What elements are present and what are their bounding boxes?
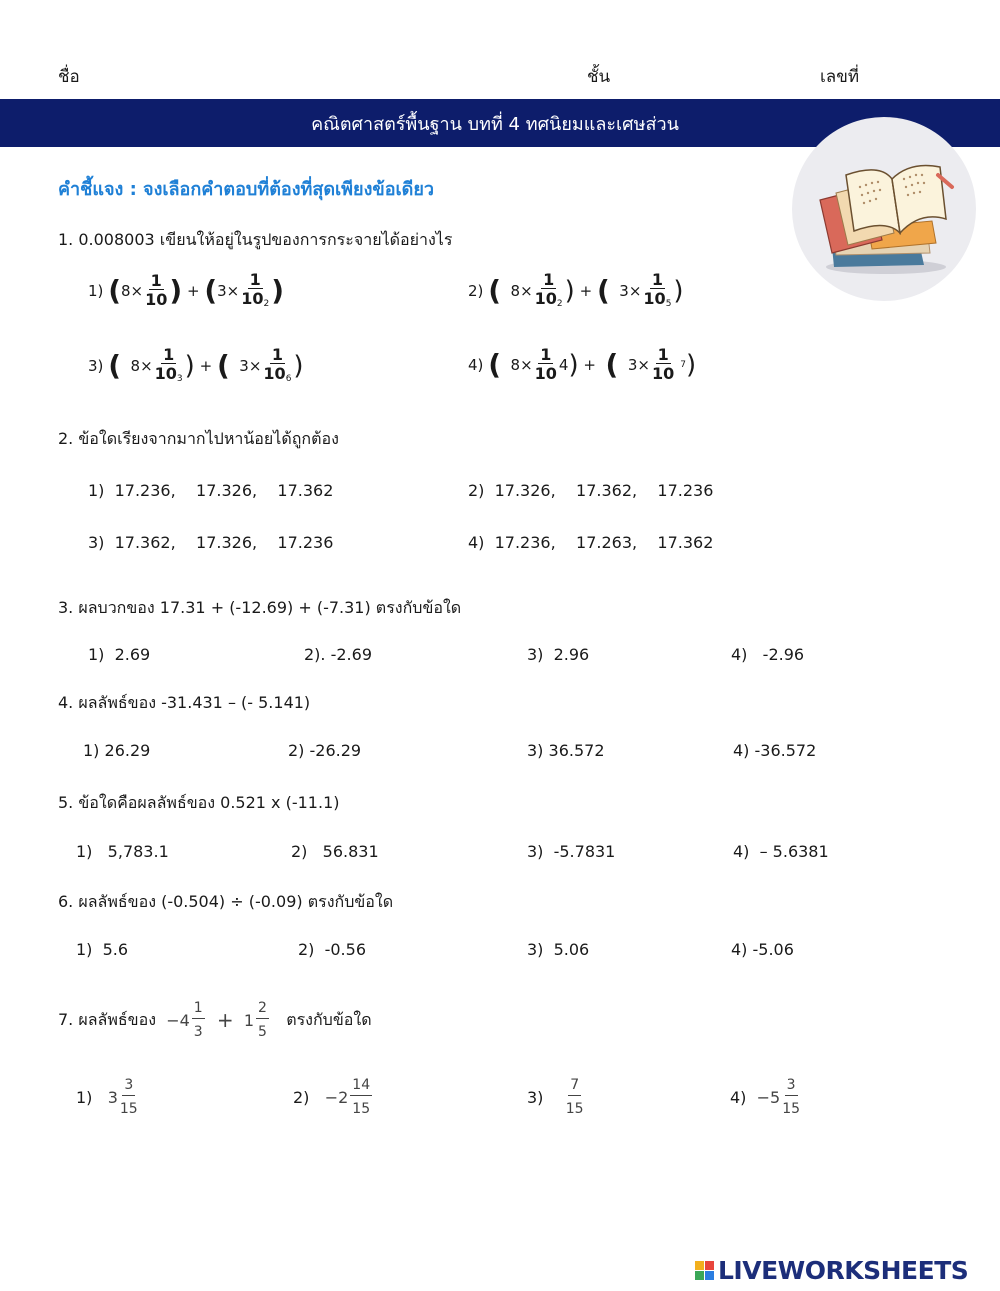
fraction [256, 1001, 269, 1039]
q4-option-2[interactable]: 2) -26.29 [288, 741, 362, 760]
instruction: คำชี้แจง : จงเลือกคำตอบที่ต้องที่สุดเพียงข้อเดียว [58, 179, 434, 200]
term-b: 3× [239, 356, 262, 375]
numerator: 1 [543, 270, 555, 289]
q1-option-4[interactable] [468, 347, 696, 382]
exponent: 2 [556, 299, 563, 309]
option-label: 2) [468, 281, 484, 300]
name-label: ชื่อ [58, 67, 80, 87]
numerator: 1 [150, 271, 162, 290]
q1-option-3[interactable] [88, 347, 304, 384]
q5-option-3[interactable]: 3) -5.7831 [527, 842, 616, 861]
exponent: 3 [176, 374, 183, 384]
numerator: 1 [651, 270, 663, 289]
mixed-number [108, 1078, 140, 1116]
fraction [782, 1078, 800, 1116]
books-illustration [790, 115, 978, 303]
q5-option-1[interactable]: 1) 5,783.1 [76, 842, 169, 861]
question-4: 4. ผลลัพธ์ของ -31.431 – (- 5.141) [58, 693, 311, 712]
liveworksheets-logo[interactable] [695, 1253, 968, 1287]
mixed-number [757, 1078, 802, 1116]
option-label: 4) [468, 355, 484, 374]
option-label: 2) [293, 1087, 310, 1107]
fraction [350, 1078, 372, 1116]
q7-option-1[interactable] [76, 1067, 140, 1127]
q4-option-1[interactable]: 1) 26.29 [83, 741, 151, 760]
den-base: 10 [154, 364, 177, 383]
denominator [241, 289, 269, 309]
denominator: 15 [782, 1101, 801, 1117]
denominator: 3 [193, 1024, 203, 1040]
q4-option-4[interactable]: 4) -36.572 [733, 741, 817, 760]
plus-sign: + [583, 355, 596, 374]
page-title: คณิตศาสตร์พื้นฐาน บทที่ 4 ทศนิยมและเศษส่วน [311, 113, 679, 135]
question-2: 2. ข้อใดเรียงจากมากไปหาน้อยได้ถูกต้อง [58, 429, 339, 448]
exponent: 5 [665, 299, 672, 309]
q6-option-2[interactable]: 2) -0.56 [298, 940, 366, 959]
logo-blocks-icon [695, 1261, 714, 1280]
fraction [145, 273, 167, 308]
plus-sign: + [199, 356, 213, 375]
numerator: 2 [256, 1001, 269, 1019]
q5-option-4[interactable]: 4) – 5.6381 [733, 842, 829, 861]
question-1: 1. 0.008003 เขียนให้อยู่ในรูปของการกระจายได้อย่างไร [58, 230, 453, 249]
paren-close: ) [686, 349, 697, 380]
term-a: 8× [510, 355, 533, 374]
mixed-number [325, 1078, 374, 1116]
whole-part: −2 [324, 1087, 349, 1107]
fraction [652, 347, 674, 382]
paren-close: ) [568, 349, 579, 380]
class-label: ชั้น [587, 67, 611, 87]
logo-block [695, 1261, 704, 1270]
option-label: 1) [76, 1087, 93, 1107]
q2-option-1[interactable]: 1) 17.236, 17.326, 17.362 [88, 481, 334, 500]
fraction [155, 347, 183, 384]
term-a: 8× [120, 281, 144, 300]
whole-part: 3 [107, 1087, 118, 1107]
numerator: 1 [271, 345, 283, 364]
q2-option-3[interactable]: 3) 17.362, 17.326, 17.236 [88, 533, 334, 552]
term-a: 8× [130, 356, 153, 375]
den-base: 10 [263, 364, 286, 383]
numerator: 1 [163, 345, 175, 364]
question-6: 6. ผลลัพธ์ของ (-0.504) ÷ (-0.09) ตรงกับข้อใด [58, 892, 394, 911]
denominator: 5 [258, 1024, 267, 1040]
paren-close: ) [169, 273, 183, 307]
logo-block [705, 1261, 714, 1270]
q7-option-3[interactable] [527, 1067, 586, 1127]
term-b: 3× [217, 281, 240, 300]
question-3: 3. ผลบวกของ 17.31 + (-12.69) + (-7.31) ตรงกับข้อใด [58, 598, 462, 617]
exponent: 2 [263, 299, 270, 309]
q2-option-2[interactable]: 2) 17.326, 17.362, 17.236 [468, 481, 714, 500]
q7-option-2[interactable] [293, 1067, 374, 1127]
den-base: 10 [652, 364, 675, 383]
exponent: 4 [558, 355, 569, 374]
denominator: 10 [534, 364, 557, 383]
denominator: 15 [119, 1101, 138, 1117]
whole-part: 1 [243, 1010, 254, 1030]
q3-option-4[interactable]: 4) -2.96 [731, 645, 805, 664]
denominator [652, 364, 674, 382]
fraction [192, 1001, 205, 1039]
paren-open: ( [596, 273, 610, 307]
denominator [145, 290, 167, 308]
paren-open: ( [108, 348, 121, 382]
paren-close: ) [564, 275, 575, 306]
paren-open: ( [488, 347, 501, 381]
term-a: 8× [510, 281, 533, 300]
logo-block [705, 1271, 714, 1280]
den-base: 10 [643, 289, 666, 308]
denominator: 15 [352, 1101, 371, 1117]
plus-sign: + [186, 281, 200, 300]
den-base: 10 [145, 290, 168, 309]
paren-open: ( [108, 273, 121, 307]
q2-option-4[interactable]: 4) 17.236, 17.263, 17.362 [468, 533, 714, 552]
term-b: 3× [619, 281, 642, 300]
denominator [155, 364, 183, 384]
den-base: 10 [241, 289, 264, 308]
term-b: 3× [627, 355, 650, 374]
fraction [566, 1078, 584, 1116]
q1-option-1[interactable] [88, 272, 284, 309]
q1-option-2[interactable] [468, 272, 684, 309]
numerator: 1 [540, 345, 552, 364]
question-7-suffix: ตรงกับข้อใด [286, 1009, 372, 1029]
q6-option-4[interactable]: 4) -5.06 [731, 940, 794, 959]
q6-option-3[interactable]: 3) 5.06 [527, 940, 590, 959]
whole-part: −5 [756, 1087, 781, 1107]
q3-option-3[interactable]: 3) 2.96 [527, 645, 590, 664]
fraction [263, 347, 291, 384]
paren-open: ( [488, 273, 501, 307]
q3-option-1[interactable]: 1) 2.69 [88, 645, 151, 664]
denominator: 15 [565, 1101, 584, 1117]
whole-part: −4 [166, 1010, 190, 1030]
q5-option-2[interactable]: 2) 56.831 [291, 842, 379, 861]
numerator: 1 [249, 270, 261, 289]
denominator [643, 289, 671, 309]
fraction [535, 272, 563, 309]
q6-option-1[interactable]: 1) 5.6 [76, 940, 129, 959]
q3-option-2[interactable]: 2). -2.69 [304, 645, 372, 664]
den-base: 10 [534, 289, 557, 308]
numerator: 1 [192, 1001, 205, 1019]
fraction [241, 272, 269, 309]
paren-close: ) [271, 273, 285, 307]
logo-block [695, 1271, 704, 1280]
option-label: 3) [88, 356, 104, 375]
fraction [120, 1078, 138, 1116]
option-label: 3) [527, 1087, 544, 1107]
q7-option-4[interactable] [730, 1067, 802, 1127]
numerator: 3 [785, 1078, 798, 1096]
question-5: 5. ข้อใดคือผลลัพธ์ของ 0.521 x (-11.1) [58, 793, 340, 812]
question-7 [58, 990, 372, 1050]
logo-text: LIVEWORKSHEETS [718, 1255, 969, 1285]
exponent: 6 [285, 374, 292, 384]
fraction [535, 347, 557, 382]
plus-sign: + [579, 281, 593, 300]
numerator: 14 [350, 1078, 372, 1096]
option-label: 1) [88, 281, 104, 300]
denominator [263, 364, 291, 384]
paren-close: ) [673, 275, 684, 306]
paren-open: ( [216, 348, 230, 382]
numerator: 3 [122, 1078, 135, 1096]
numerator: 7 [568, 1078, 581, 1096]
mixed-number [244, 1001, 271, 1039]
paren-open: ( [204, 273, 218, 307]
question-7-prefix: 7. ผลลัพธ์ของ [58, 1009, 157, 1029]
paren-open: ( [605, 347, 619, 381]
denominator [535, 289, 563, 309]
mixed-number [564, 1078, 586, 1116]
q4-option-3[interactable]: 3) 36.572 [527, 741, 605, 760]
numerator: 1 [657, 345, 669, 364]
option-label: 4) [730, 1087, 747, 1107]
mixed-number [166, 1001, 207, 1039]
fraction [643, 272, 671, 309]
paren-close: ) [184, 350, 195, 381]
paren-close: ) [293, 350, 304, 381]
number-label: เลขที่ [820, 67, 860, 87]
exponent: 7 [680, 359, 686, 370]
plus-sign: + [216, 1008, 234, 1032]
